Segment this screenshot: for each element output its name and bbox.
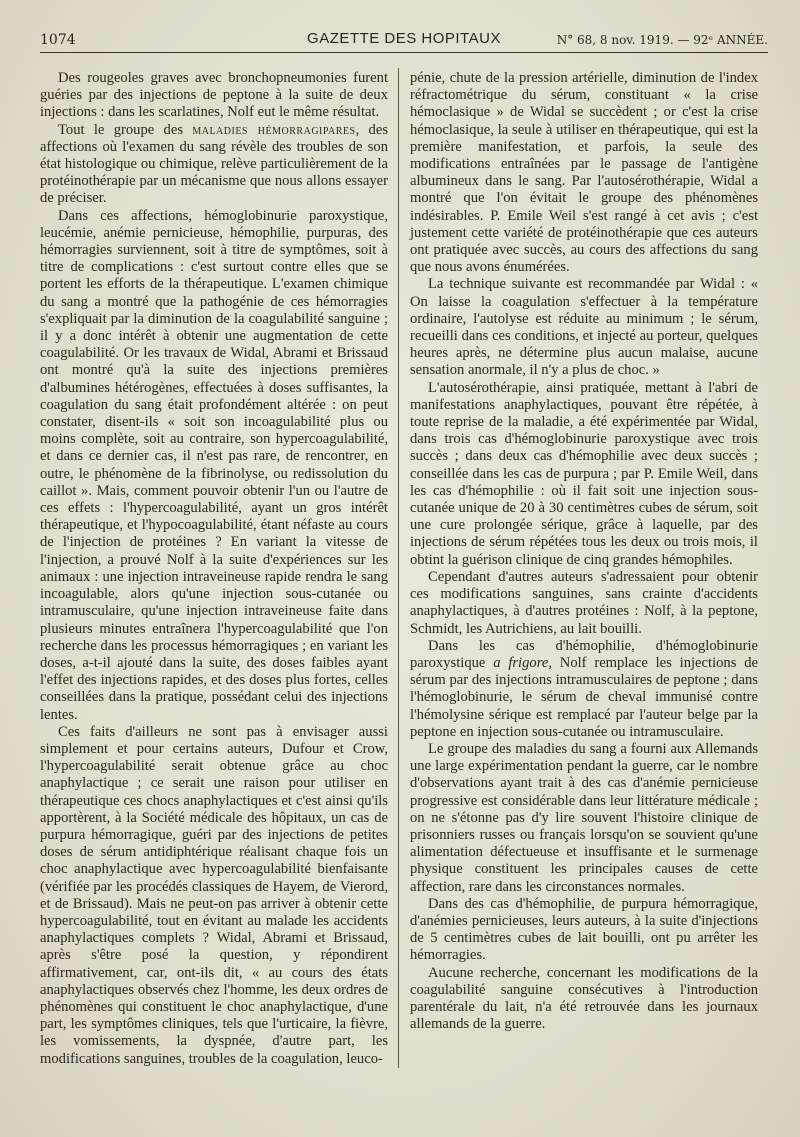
page-number: 1074 [40,32,76,48]
right-column [410,70,758,1033]
paragraph: Dans les cas d'hémophilie, d'hémoglobinurie paroxystique a frigore, Nolf remplace les injections de sérum par des injections intramusculaires de peptone ; dans l'hémoglobinurie, le sérum de cheval immunisé contre l'hémolysine sérique est remplacé par l'auteur belge par la peptone en injection sous-cutanée ou intramusculaire. [410,637,758,740]
paragraph: Ces faits d'ailleurs ne sont pas à envisager aussi simplement et pour certains auteurs, Dufour et Crow, l'hypercoagulabilité serait obtenue grâce au choc anaphylactique ; ce serait une raison pour utiliser en thérapeutique ces chocs anaphylactiques et c'est ainsi qu'ils apportèrent, à la Société médicale des hôpitaux, un cas de purpura hémorragique, guéri par des injections de petites doses de sérum antidiphtérique réalisant chaque fois un choc anaphylactique avec hypercoagulabilité bienfaisante (vérifiée par les procédés classiques de Hayem, de Vierord, et de Brissaud). Mais ne peut-on pas arriver à obtenir cette hypercoagulabilité, tout en évitant au malade les accidents anaphylactiques complets ? Widal, Abrami et Brissaud, après s'être posé la question, y répondirent affirmativement, car, ont-ils dit, « au cours des états anaphylactiques observés chez l'homme, les deux ordres de phénomènes qui constituent le choc anaphylactique, d'une part, les symptômes cliniques, tels que l'urticaire, la fièvre, les vomissements, la dyspnée, d'autre part, les modifications sanguines, troubles de la coagulation, leuco- [40,723,388,1067]
paragraph: Aucune recherche, concernant les modifications de la coagulabilité sanguine consécutives à l'introduction parentérale du lait, n'a été retrouvée dans les journaux allemands de la guerre. [410,964,758,1033]
paragraph: Cependant d'autres auteurs s'adressaient pour obtenir ces modifications sanguines, sans crainte d'accidents anaphylactiques, à d'autres protéines : Nolf, à la peptone, Schmidt, les Autrichiens, au lait bouilli. [410,568,758,637]
paragraph: Dans ces affections, hémoglobinurie paroxystique, leucémie, anémie pernicieuse, hémophilie, purpuras, des hémorragies surviennent, soit à titre de symptômes, soit à titre de complications : c'est surtout contre elles que se portent les efforts de la thérapeutique. L'examen chimique du sang a montré que la pathogénie de ces hémorragies s'expliquait par la diminution de la coagulabilité sanguine ; il y a donc intérêt à obtenir une augmentation de cette coagulabilité. Or les travaux de Widal, Abrami et Brissaud ont montré qu'à la suite des injections premières d'albumines hétérogènes, effectuées à doses suffisantes, la coagulation du sang était profondément altérée : on peut constater, disent-ils « soit son incoagulabilité plus ou moins complète, soit au contraire, son hypercoagulabilité, et dans ce dernier cas, il n'est pas rare, de rencontrer, en outre, le phénomène de la fibrinolyse, ou redissolution du caillot ». Mais, comment pouvoir obtenir l'un ou l'autre de ces effets : l'hypercoagulabilité, ayant un gros intérêt thérapeutique, et l'hypocoagulabilité, étant néfaste au cours de l'injection de protéines ? En variant la vitesse de l'injection, a prouvé Nolf à la suite d'expériences sur les animaux : une injection intraveineuse rapide rendra le sang incoagulable, alors qu'une injection sous-cutanée ou intramusculaire, qu'une injection intraveineuse faite dans plusieurs minutes entraînera l'hypercoagulabilité que l'on recherche dans les processus hémorragiques ; en variant les doses, a-t-il ajouté dans la suite, des doses faibles ayant l'effet des injections rapides, et des doses plus fortes, celles conseillées dans la pratique, possédant celui des injections lentes. [40,207,388,723]
left-column [40,70,388,1068]
paragraph: La technique suivante est recommandée par Widal : « On laisse la coagulation s'effectuer à la température ordinaire, l'autolyse est réduite au minimum ; le sérum, recueilli dans ces conditions, et injecté au porteur, quelques heures après, ne détermine plus aucun malaise, aucune sensation anormale, il n'y a plus de choc. » [410,276,758,379]
paragraph: L'autosérothérapie, ainsi pratiquée, mettant à l'abri de manifestations anaphylactiques, pouvant être répétée, à toute reprise de la maladie, a été expérimentée par Widal, dans trois cas d'hémoglobinurie paroxystique avec trois succès ; dans deux cas d'hémophilie avec deux succès ; conseillée dans les cas de purpura ; par P. Emile Weil, dans les cas d'hémophilie : où il fait soit une injection sous-cutanée unique de 20 à 30 centimètres cubes de sérum, soit une cure prolongée sérique, grâce à laquelle, par des injections de sérum répétées tous les deux ou trois mois, il obtint la guérison clinique de cinq grandes hémophiles. [410,379,758,568]
italic-term: a frigore [493,654,549,671]
paragraph: Tout le groupe des maladies hémorragipares, des affections où l'examen du sang révèle des troubles de son état histologique ou chimique, relève particulièrement de la protéinothérapie par un mécanisme que nous allons essayer de préciser. [40,121,388,207]
journal-title: GAZETTE DES HOPITAUX [307,30,501,47]
paragraph: pénie, chute de la pression artérielle, diminution de l'index réfractométrique du sérum, constituant « la crise hémoclasique » de Widal se succèdent ; or c'est la crise hémoclasique, la seule à utiliser en thérapeutique, qui est la première manifestation, et parfois, la seule des modifications entraînées par le passage de l'antigène albumineux dans le sang. Par l'autosérothérapie, Widal a montré que l'on évitait le groupe des phénomènes indésirables. P. Emile Weil s'est rangé à cet avis ; c'est justement cette variété de protéinothérapie que ces auteurs ont pratiquée avec succès, au cours des affections du sang que nous avons énumérées. [410,70,758,276]
paragraph: Dans des cas d'hémophilie, de purpura hémorragique, d'anémies pernicieuses, leurs auteurs, à la suite d'injections de 5 centimètres cubes de lait bouilli, ont pu arrêter les hémorragies. [410,895,758,964]
small-caps-term: maladies hémorragipares [192,121,356,138]
paragraph: Des rougeoles graves avec bronchopneumonies furent guéries par des injections de peptone à la suite de deux injections : dans les scarlatines, Nolf eut le même résultat. [40,70,388,121]
column-divider [398,68,399,1068]
issue-info: N° 68, 8 nov. 1919. — 92ᵉ ANNÉE. [556,33,768,47]
paragraph: Le groupe des maladies du sang a fourni aux Allemands une large expérimentation pendant la guerre, car le nombre d'observations ayant trait à des cas d'anémie pernicieuse progressive est considérable dans leur littérature médicale ; on ne s'étonne pas d'y lire souvent l'histoire clinique de prisonniers russes ou français lorsqu'on se souvient qu'une alimentation défectueuse et insuffisante et le surmenage physique constituent les principales causes de cette affection, rare dans les circonstances normales. [410,740,758,895]
page-header [40,30,768,53]
